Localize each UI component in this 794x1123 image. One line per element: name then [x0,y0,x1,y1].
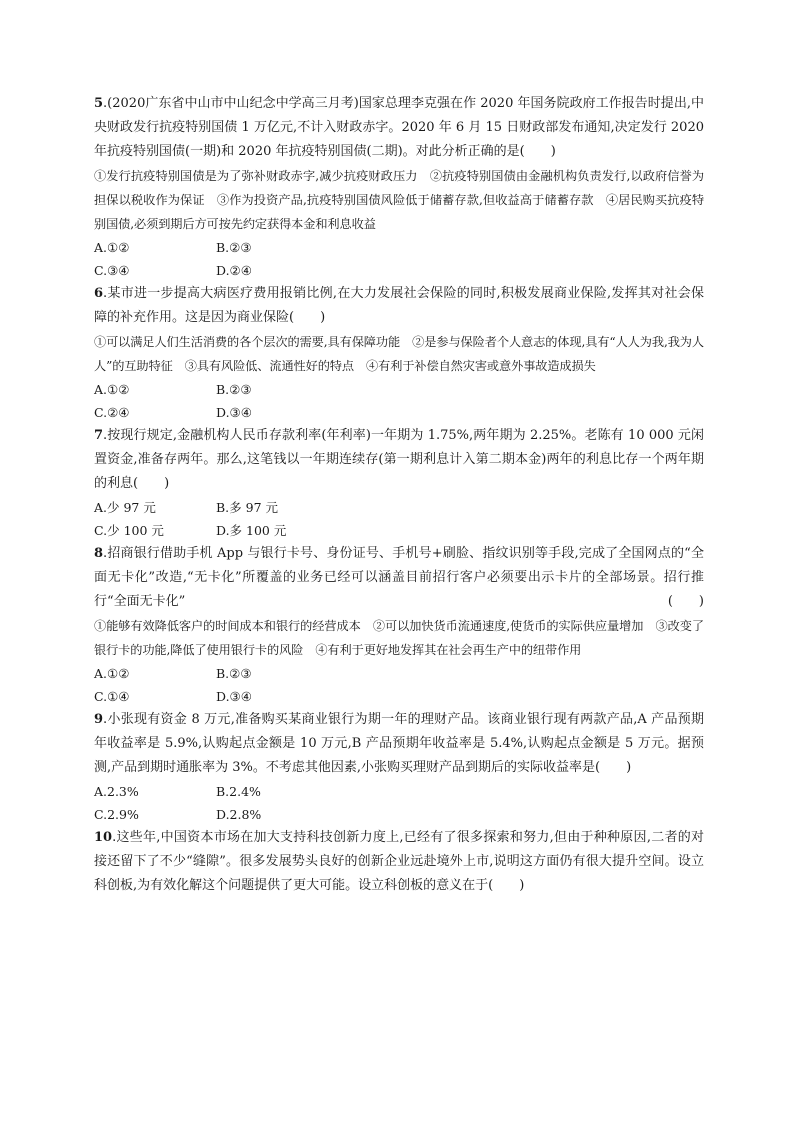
question-number: 10 [94,830,113,845]
question-stem [94,826,704,898]
question-number: 5 [94,96,104,111]
answer-options [94,496,704,542]
question-text: .招商银行借助手机 App 与银行卡号、身份证号、手机号+刷脸、指纹识别等手段,完成了全国网点的“全面无卡化”改造,“无卡化”所覆盖的业务已经可以涵盖目前招行客户必须要出示卡片的全部场景。招行推行“全面无卡化” [94,546,704,609]
question-number: 6 [94,286,104,301]
answer-options [94,662,704,708]
answer-paren: ( ) [667,594,704,609]
question-number: 8 [94,546,104,561]
question-stem [94,708,704,780]
option-d[interactable]: D.③④ [216,689,252,704]
option-d[interactable]: D.多 100 元 [216,523,287,538]
option-a[interactable]: A.少 97 元 [94,500,156,515]
question-7 [94,424,704,542]
option-a[interactable]: A.①② [94,240,130,255]
option-a[interactable]: A.①② [94,382,130,397]
question-statements: ①可以满足人们生活消费的各个层次的需要,具有保障功能 ②是参与保险者个人意志的体现,具有“人人为我,我为人人”的互助特征 ③具有风险低、流通性好的特点 ④有利于补偿自然灾害或意外事故造成损失 [94,335,704,373]
option-a[interactable]: A.2.3% [94,784,139,799]
option-b[interactable]: B.2.4% [216,784,261,799]
option-d[interactable]: D.2.8% [216,807,262,822]
question-8 [94,542,704,708]
question-9 [94,708,704,826]
question-6 [94,282,704,424]
question-text: .某市进一步提高大病医疗费用报销比例,在大力发展社会保险的同时,积极发展商业保险,发挥其对社会保障的补充作用。这是因为商业保险( ) [94,286,704,325]
option-c[interactable]: C.少 100 元 [94,523,164,538]
answer-options [94,236,704,282]
question-stem [94,424,704,496]
question-statements: ①能够有效降低客户的时间成本和银行的经营成本 ②可以加快货币流通速度,使货币的实际供应量增加 ③改变了银行卡的功能,降低了使用银行卡的风险 ④有利于更好地发挥其在社会再生产中的纽带作用 [94,619,704,657]
option-b[interactable]: B.多 97 元 [216,500,279,515]
question-text: .按现行规定,金融机构人民币存款利率(年利率)一年期为 1.75%,两年期为 2.25%。老陈有 10 000 元闲置资金,准备存两年。那么,这笔钱以一年期连续存(第一期利息计入第二期本金)两年的利息比存一个两年期的利息( ) [94,428,704,491]
option-c[interactable]: C.③④ [94,263,130,278]
question-number: 7 [94,428,104,443]
option-b[interactable]: B.②③ [216,240,252,255]
question-stem [94,282,704,330]
answer-options [94,780,704,826]
option-d[interactable]: D.②④ [216,263,252,278]
option-c[interactable]: C.②④ [94,405,130,420]
option-c[interactable]: C.2.9% [94,807,139,822]
question-list [94,92,704,898]
question-text: .(2020广东省中山市中山纪念中学高三月考)国家总理李克强在作 2020 年国务院政府工作报告时提出,中央财政发行抗疫特别国债 1 万亿元,不计入财政赤字。2020 年 6 月 15 日财政部发布通知,决定发行 2020 年抗疫特别国债(一期)和 2020 年抗疫特别国债(二期)。对此分析正确的是( ) [94,96,704,159]
option-c[interactable]: C.①④ [94,689,130,704]
question-stem [94,92,704,164]
option-b[interactable]: B.②③ [216,666,252,681]
question-10 [94,826,704,898]
question-number: 9 [94,712,104,727]
question-5 [94,92,704,282]
question-text: .小张现有资金 8 万元,准备购买某商业银行为期一年的理财产品。该商业银行现有两款产品,A 产品预期年收益率是 5.9%,认购起点金额是 10 万元,B 产品预期年收益率是 5.4%,认购起点金额是 5 万元。据预测,产品到期时通胀率为 3%。不考虑其他因素,小张购买理财产品到期后的实际收益率是( ) [94,712,704,775]
option-d[interactable]: D.③④ [216,405,252,420]
question-statements: ①发行抗疫特别国债是为了弥补财政赤字,减少抗疫财政压力 ②抗疫特别国债由金融机构负责发行,以政府信誉为担保以税收作为保证 ③作为投资产品,抗疫特别国债风险低于储蓄存款,但收益高于储蓄存款 ④居民购买抗疫特别国债,必须到期后方可按先约定获得本金和利息收益 [94,169,704,231]
option-b[interactable]: B.②③ [216,382,252,397]
question-text: .这些年,中国资本市场在加大支持科技创新力度上,已经有了很多探索和努力,但由于种种原因,二者的对接还留下了不少“缝隙”。很多发展势头良好的创新企业远赴境外上市,说明这方面仍有很大提升空间。设立科创板,为有效化解这个问题提供了更大可能。设立科创板的意义在于( ) [94,830,704,893]
option-a[interactable]: A.①② [94,666,130,681]
answer-options [94,378,704,424]
